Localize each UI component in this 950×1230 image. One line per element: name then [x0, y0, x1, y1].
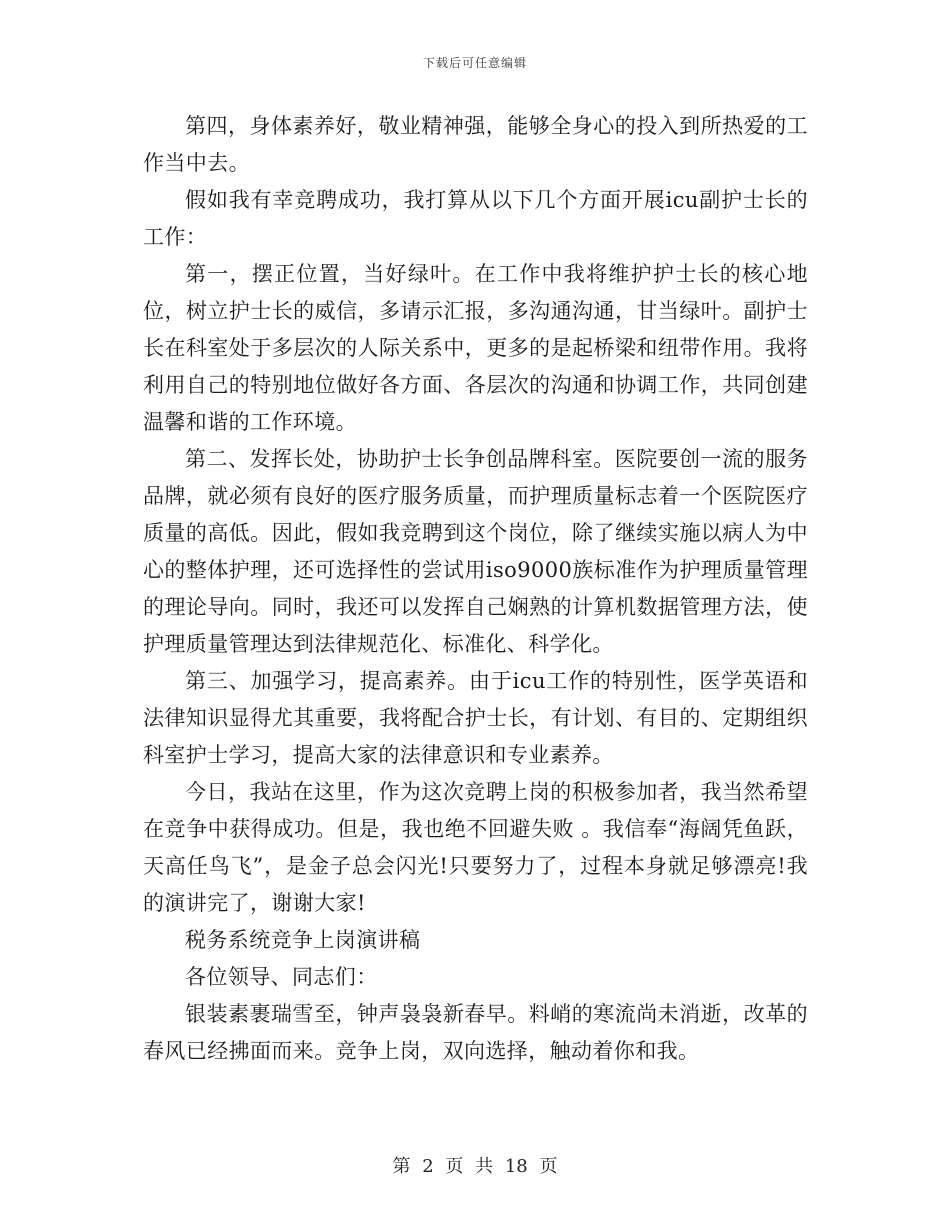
paragraph: 第三、加强学习，提高素养。由于icu工作的特别性，医学英语和法律知识显得尤其重要，我将配合护士长，有计划、有目的、定期组织科室护士学习，提高大家的法律意识和专业素养。 [143, 669, 808, 767]
paragraph: 银装素裹瑞雪至，钟声袅袅新春早。料峭的寒流尚未消逝，改革的春风已经拂面而来。竞争上岗，双向选择，触动着你和我。 [143, 1002, 808, 1063]
page-number: 第 2 页 共 18 页 [392, 1156, 558, 1177]
paragraph: 第四，身体素养好，敬业精神强，能够全身心的投入到所热爱的工作当中去。 [143, 114, 808, 175]
paragraph: 第二、发挥长处，协助护士长争创品牌科室。医院要创一流的服务品牌，就必须有良好的医疗服务质量，而护理质量标志着一个医院医疗质量的高低。因此，假如我竞聘到这个岗位，除了继续实施以病人为中心的整体护理，还可选择性的尝试用iso9000族标准作为护理质量管理的理论导向。同时，我还可以发挥自己娴熟的计算机数据管理方法，使护理质量管理达到法律规范化、标准化、科学化。 [143, 447, 808, 656]
section-title: 税务系统竞争上岗演讲稿 [185, 928, 421, 952]
paragraph: 假如我有幸竞聘成功，我打算从以下几个方面开展icu副护士长的工作： [143, 188, 808, 249]
paragraph: 第一，摆正位置，当好绿叶。在工作中我将维护护士长的核心地位，树立护士长的威信，多请示汇报，多沟通沟通，甘当绿叶。副护士长在科室处于多层次的人际关系中，更多的是起桥梁和纽带作用。我将利用自己的特别地位做好各方面、各层次的沟通和协调工作，共同创建温馨和谐的工作环境。 [143, 262, 808, 434]
paragraph: 今日，我站在这里，作为这次竞聘上岗的积极参加者，我当然希望在竞争中获得成功。但是，我也绝不回避失败 。我信奉“海阔凭鱼跃，天高任鸟飞”，是金子总会闪光!只要努力了，过程本身就足够漂亮!我的演讲完了，谢谢大家! [143, 780, 808, 915]
page-header: 下载后可任意编辑 [422, 56, 527, 70]
salutation: 各位领导、同志们： [185, 965, 378, 989]
document-body [143, 108, 808, 1070]
